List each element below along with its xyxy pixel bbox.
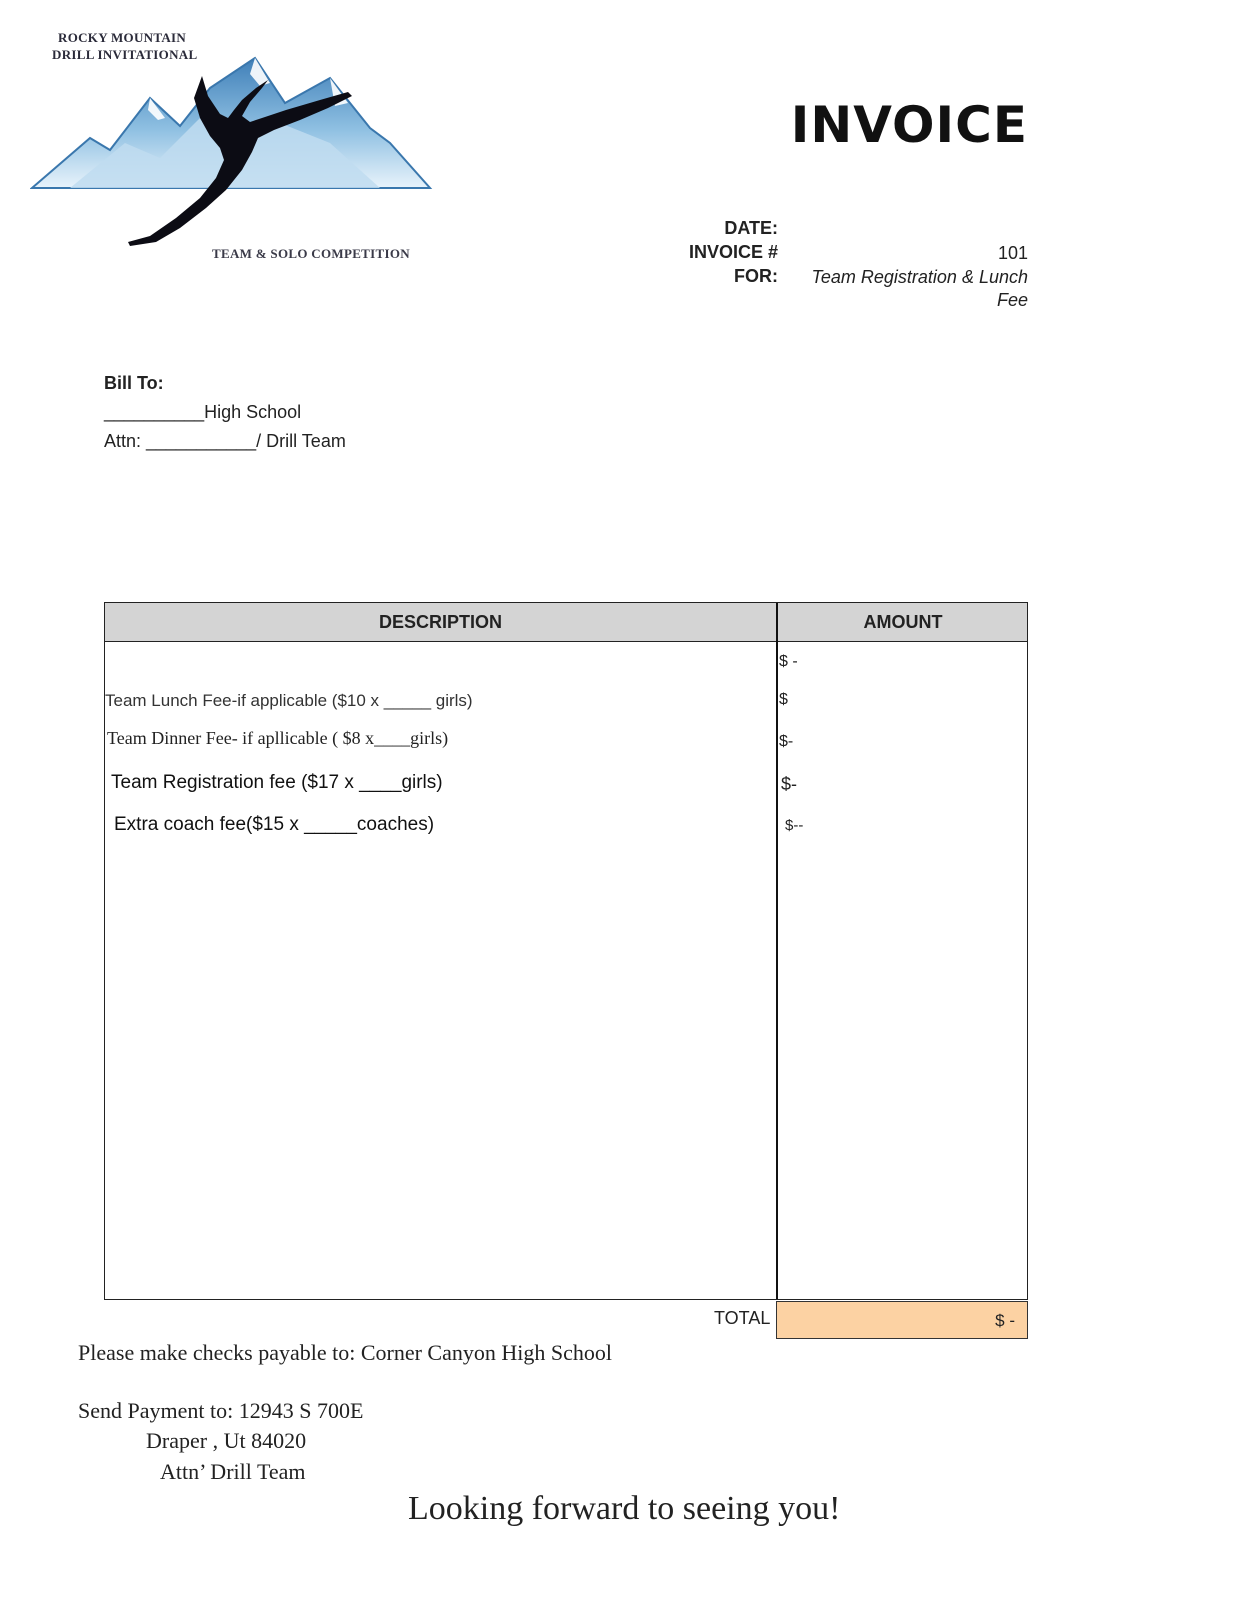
logo xyxy=(30,28,450,278)
bill-to-school[interactable]: __________High School xyxy=(104,402,302,422)
table-row-amount[interactable]: $ xyxy=(779,691,788,708)
invoice-number-label: INVOICE # xyxy=(688,242,778,262)
bill-to-attn[interactable]: Attn: ___________/ Drill Team xyxy=(104,431,346,451)
for-label: FOR: xyxy=(734,266,778,286)
table-row-description[interactable]: Extra coach fee($15 x _____coaches) xyxy=(114,814,435,835)
logo-tagline: TEAM & SOLO COMPETITION xyxy=(212,246,410,261)
total-label: TOTAL xyxy=(714,1308,771,1328)
table-row-amount[interactable]: $- xyxy=(779,733,794,750)
logo-org-line1: ROCKY MOUNTAIN xyxy=(58,30,187,45)
address-city: Draper , Ut 84020 xyxy=(146,1428,307,1453)
closing-message: Looking forward to seeing you! xyxy=(408,1490,841,1527)
payable-note: Please make checks payable to: Corner Canyon High School xyxy=(78,1340,612,1365)
send-payment-address: Send Payment to: 12943 S 700E xyxy=(78,1398,364,1423)
description-column-header: DESCRIPTION xyxy=(378,612,502,632)
table-header xyxy=(105,603,1027,642)
table-row-amount[interactable]: $- xyxy=(781,774,798,794)
amount-column-header: AMOUNT xyxy=(863,612,943,632)
table-row-amount[interactable]: $ - xyxy=(779,653,798,670)
total-box xyxy=(776,1301,1028,1339)
total-value: $ - xyxy=(995,1311,1015,1330)
logo-org-line2: DRILL INVITATIONAL xyxy=(52,47,198,62)
column-divider xyxy=(776,603,778,1299)
date-label: DATE: xyxy=(724,218,778,238)
invoice-number-value: 101 xyxy=(997,243,1028,263)
bill-to-label: Bill To: xyxy=(104,373,164,393)
table-row-description[interactable]: Team Registration fee ($17 x ____girls) xyxy=(111,772,443,793)
table-row-description[interactable]: Team Lunch Fee-if applicable ($10 x _____ girls) xyxy=(105,691,473,710)
for-value: Team Registration & Lunch Fee xyxy=(811,267,1028,310)
address-attn: Attn’ Drill Team xyxy=(160,1459,306,1484)
table-row-amount[interactable]: $-- xyxy=(785,817,804,834)
mountain-dancer-logo-icon xyxy=(30,48,440,248)
items-table xyxy=(104,602,1028,1300)
table-row-description[interactable]: Team Dinner Fee- if apllicable ( $8 x____girls) xyxy=(107,728,449,748)
page-title: INVOICE xyxy=(790,96,1028,154)
